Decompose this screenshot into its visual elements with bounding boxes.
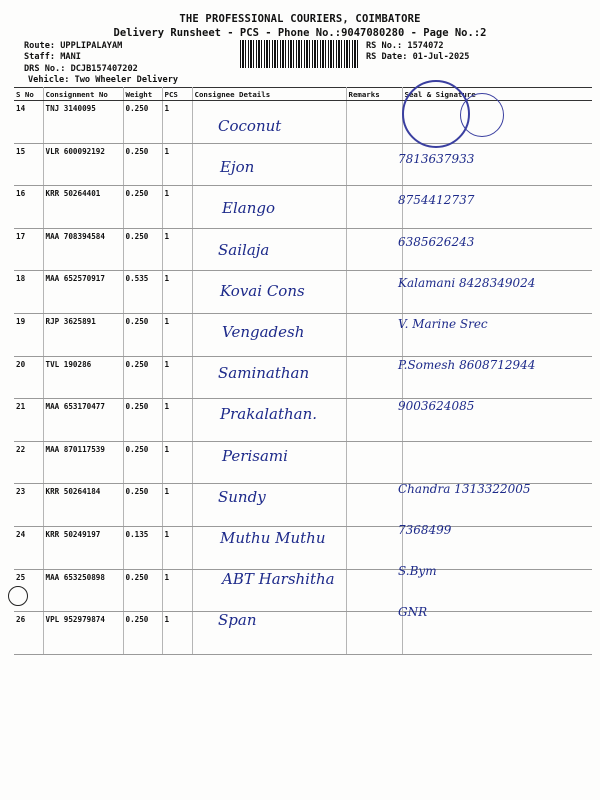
sno-cell: 15 xyxy=(14,143,43,186)
consignment-cell: MAA 870117539 xyxy=(43,441,123,484)
pcs-cell: 1 xyxy=(162,569,192,612)
table-row xyxy=(14,441,592,484)
handwritten-signature: S.Bym xyxy=(398,564,437,579)
remarks-cell xyxy=(346,313,402,356)
signature-cell xyxy=(402,612,592,655)
sno-cell: 23 xyxy=(14,484,43,527)
weight-cell: 0.250 xyxy=(123,143,162,186)
pcs-cell: 1 xyxy=(162,101,192,144)
remarks-cell xyxy=(346,271,402,314)
consignment-cell: MAA 653250898 xyxy=(43,569,123,612)
remarks-cell xyxy=(346,228,402,271)
sno-cell: 25 xyxy=(14,569,43,612)
remarks-cell xyxy=(346,569,402,612)
consignment-cell: KRR 50264401 xyxy=(43,186,123,229)
pcs-cell: 1 xyxy=(162,399,192,442)
pcs-cell: 1 xyxy=(162,356,192,399)
consignment-cell: KRR 50249197 xyxy=(43,526,123,569)
handwritten-consignee-name: Saminathan xyxy=(218,364,310,383)
row-26-circle-mark xyxy=(8,586,28,606)
pcs-cell: 1 xyxy=(162,526,192,569)
handwritten-consignee-name: Coconut xyxy=(218,117,282,135)
consignment-cell: MAA 652570917 xyxy=(43,271,123,314)
handwritten-signature: 8754412737 xyxy=(398,193,475,208)
col-weight: Weight xyxy=(123,88,162,101)
consignment-cell: MAA 653170477 xyxy=(43,399,123,442)
weight-cell: 0.250 xyxy=(123,569,162,612)
pcs-cell: 1 xyxy=(162,484,192,527)
sno-cell: 21 xyxy=(14,399,43,442)
pcs-cell: 1 xyxy=(162,441,192,484)
col-consignee: Consignee Details xyxy=(192,88,346,101)
sno-cell: 19 xyxy=(14,313,43,356)
weight-cell: 0.250 xyxy=(123,484,162,527)
signature-cell xyxy=(402,441,592,484)
weight-cell: 0.250 xyxy=(123,228,162,271)
route-label: Route: UPPLIPALAYAM xyxy=(24,41,123,51)
handwritten-consignee-name: Kovai Cons xyxy=(220,281,305,300)
weight-cell: 0.250 xyxy=(123,399,162,442)
handwritten-signature: 7368499 xyxy=(398,523,452,537)
remarks-cell xyxy=(346,143,402,186)
handwritten-signature: GNR xyxy=(398,605,428,620)
table-row xyxy=(14,228,592,271)
handwritten-signature: 7813637933 xyxy=(398,152,475,167)
table-header-row xyxy=(14,88,592,101)
col-sno: S No xyxy=(14,88,43,101)
weight-cell: 0.535 xyxy=(123,271,162,314)
handwritten-consignee-name: Span xyxy=(218,611,257,630)
consignee-cell xyxy=(192,143,346,186)
weight-cell: 0.250 xyxy=(123,101,162,144)
table-row xyxy=(14,143,592,186)
remarks-cell xyxy=(346,526,402,569)
pcs-cell: 1 xyxy=(162,143,192,186)
consignment-cell: TNJ 3140095 xyxy=(43,101,123,144)
handwritten-signature: V. Marine Srec xyxy=(398,317,488,331)
handwritten-signature: 9003624085 xyxy=(398,399,475,414)
consignee-cell xyxy=(192,484,346,527)
handwritten-consignee-name: Prakalathan. xyxy=(220,405,318,424)
weight-cell: 0.250 xyxy=(123,186,162,229)
handwritten-consignee-name: Ejon xyxy=(220,158,255,177)
handwritten-consignee-name: Perisami xyxy=(222,446,288,465)
sno-cell: 16 xyxy=(14,186,43,229)
rs-number: RS No.: 1574072 xyxy=(366,41,444,51)
runsheet-subtitle: Delivery Runsheet - PCS - Phone No.:9047080280 - Page No.:2 xyxy=(113,27,487,39)
sno-cell: 22 xyxy=(14,441,43,484)
table-row xyxy=(14,186,592,229)
handwritten-signature: Kalamani 8428349024 xyxy=(398,275,536,290)
weight-cell: 0.250 xyxy=(123,356,162,399)
remarks-cell xyxy=(346,399,402,442)
handwritten-consignee-name: Vengadesh xyxy=(222,323,305,341)
handwritten-consignee-name: ABT Harshitha xyxy=(222,570,335,589)
table-row xyxy=(14,612,592,655)
remarks-cell xyxy=(346,484,402,527)
sno-cell: 24 xyxy=(14,526,43,569)
handwritten-consignee-name: Elango xyxy=(222,199,275,218)
consignment-cell: TVL 190286 xyxy=(43,356,123,399)
remarks-cell xyxy=(346,356,402,399)
handwritten-signature: P.Somesh 8608712944 xyxy=(398,358,536,373)
pcs-cell: 1 xyxy=(162,228,192,271)
vehicle-label: Vehicle: Two Wheeler Delivery xyxy=(28,75,179,85)
handwritten-signature: 6385626243 xyxy=(398,234,475,249)
remarks-cell xyxy=(346,441,402,484)
consignee-cell xyxy=(192,612,346,655)
sno-cell: 26 xyxy=(14,612,43,655)
consignment-cell: RJP 3625891 xyxy=(43,313,123,356)
sno-cell: 17 xyxy=(14,228,43,271)
remarks-cell xyxy=(346,612,402,655)
weight-cell: 0.250 xyxy=(123,441,162,484)
table-row xyxy=(14,101,592,144)
consignment-cell: VPL 952979874 xyxy=(43,612,123,655)
drs-label: DRS No.: DCJB157407202 xyxy=(24,64,138,74)
sno-cell: 18 xyxy=(14,271,43,314)
consignment-cell: MAA 708394584 xyxy=(43,228,123,271)
sno-cell: 20 xyxy=(14,356,43,399)
office-seal-stamp xyxy=(460,93,504,137)
sno-cell: 14 xyxy=(14,101,43,144)
handwritten-signature: Chandra 1313322005 xyxy=(398,481,531,496)
handwritten-consignee-name: Muthu Muthu xyxy=(220,529,326,547)
handwritten-consignee-name: Sundy xyxy=(218,487,266,506)
handwritten-consignee-name: Sailaja xyxy=(218,240,270,259)
pcs-cell: 1 xyxy=(162,612,192,655)
company-title: THE PROFESSIONAL COURIERS, COIMBATORE xyxy=(179,13,421,25)
col-pcs: PCS xyxy=(162,88,192,101)
col-remarks: Remarks xyxy=(346,88,402,101)
consignment-cell: VLR 600092192 xyxy=(43,143,123,186)
col-consignment: Consignment No xyxy=(43,88,123,101)
staff-label: Staff: MANI xyxy=(24,52,81,62)
weight-cell: 0.250 xyxy=(123,612,162,655)
barcode xyxy=(240,40,358,68)
weight-cell: 0.135 xyxy=(123,526,162,569)
weight-cell: 0.250 xyxy=(123,313,162,356)
rs-date: RS Date: 01-Jul-2025 xyxy=(366,52,470,62)
pcs-cell: 1 xyxy=(162,271,192,314)
remarks-cell xyxy=(346,186,402,229)
remarks-cell xyxy=(346,101,402,144)
col-signature: Seal & Signature xyxy=(402,88,592,101)
consignment-cell: KRR 50264184 xyxy=(43,484,123,527)
pcs-cell: 1 xyxy=(162,313,192,356)
pcs-cell: 1 xyxy=(162,186,192,229)
